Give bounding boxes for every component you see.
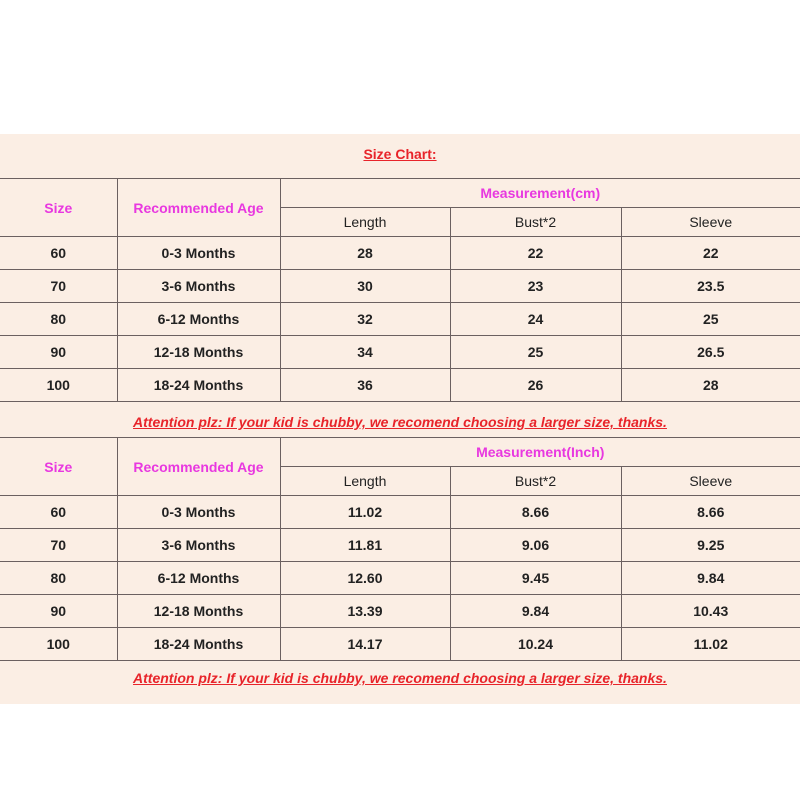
size-chart-sheet	[0, 134, 800, 704]
size-table-inch	[0, 437, 800, 661]
sleeve-cell: 11.02	[621, 628, 800, 661]
bust-header: Bust*2	[450, 208, 621, 237]
bust-cell: 9.45	[450, 562, 621, 595]
size-header: Size	[0, 179, 117, 237]
sleeve-cell: 25	[621, 303, 800, 336]
table-row	[0, 369, 800, 402]
sleeve-cell: 9.84	[621, 562, 800, 595]
size-cell: 90	[0, 595, 117, 628]
size-cell: 80	[0, 562, 117, 595]
size-cell: 80	[0, 303, 117, 336]
age-cell: 6-12 Months	[117, 303, 280, 336]
age-cell: 6-12 Months	[117, 562, 280, 595]
age-cell: 3-6 Months	[117, 270, 280, 303]
bust-cell: 25	[450, 336, 621, 369]
length-cell: 12.60	[280, 562, 450, 595]
table-row	[0, 336, 800, 369]
sleeve-cell: 28	[621, 369, 800, 402]
page-title: Size Chart:	[363, 146, 437, 162]
bust-cell: 22	[450, 237, 621, 270]
length-cell: 34	[280, 336, 450, 369]
sleeve-cell: 9.25	[621, 529, 800, 562]
table-row	[0, 595, 800, 628]
length-cell: 13.39	[280, 595, 450, 628]
bust-cell: 23	[450, 270, 621, 303]
size-header: Size	[0, 438, 117, 496]
bust-cell: 24	[450, 303, 621, 336]
size-cell: 60	[0, 237, 117, 270]
attention-note-inch: Attention plz: If your kid is chubby, we recomend choosing a larger size, thanks.	[133, 670, 667, 686]
bust-cell: 8.66	[450, 496, 621, 529]
age-header: Recommended Age	[117, 438, 280, 496]
bust-cell: 9.84	[450, 595, 621, 628]
bust-cell: 26	[450, 369, 621, 402]
attention-note-cm: Attention plz: If your kid is chubby, we recomend choosing a larger size, thanks.	[133, 414, 667, 430]
sleeve-header: Sleeve	[621, 208, 800, 237]
length-cell: 11.02	[280, 496, 450, 529]
bust-cell: 10.24	[450, 628, 621, 661]
table-row	[0, 303, 800, 336]
sleeve-header: Sleeve	[621, 467, 800, 496]
age-cell: 12-18 Months	[117, 336, 280, 369]
size-cell: 70	[0, 529, 117, 562]
measurement-header: Measurement(Inch)	[280, 438, 800, 467]
size-cell: 60	[0, 496, 117, 529]
age-cell: 0-3 Months	[117, 496, 280, 529]
table-row	[0, 270, 800, 303]
age-cell: 12-18 Months	[117, 595, 280, 628]
table-row	[0, 562, 800, 595]
length-cell: 36	[280, 369, 450, 402]
age-cell: 0-3 Months	[117, 237, 280, 270]
length-header: Length	[280, 467, 450, 496]
length-cell: 11.81	[280, 529, 450, 562]
table-row	[0, 237, 800, 270]
table-row	[0, 628, 800, 661]
size-cell: 90	[0, 336, 117, 369]
measurement-header: Measurement(cm)	[280, 179, 800, 208]
bust-header: Bust*2	[450, 467, 621, 496]
age-header: Recommended Age	[117, 179, 280, 237]
sleeve-cell: 26.5	[621, 336, 800, 369]
table-row	[0, 529, 800, 562]
size-cell: 100	[0, 628, 117, 661]
length-header: Length	[280, 208, 450, 237]
age-cell: 18-24 Months	[117, 628, 280, 661]
sleeve-cell: 23.5	[621, 270, 800, 303]
size-cell: 100	[0, 369, 117, 402]
length-cell: 30	[280, 270, 450, 303]
length-cell: 28	[280, 237, 450, 270]
length-cell: 14.17	[280, 628, 450, 661]
bust-cell: 9.06	[450, 529, 621, 562]
size-cell: 70	[0, 270, 117, 303]
size-table-cm	[0, 178, 800, 402]
length-cell: 32	[280, 303, 450, 336]
sleeve-cell: 22	[621, 237, 800, 270]
sleeve-cell: 10.43	[621, 595, 800, 628]
sleeve-cell: 8.66	[621, 496, 800, 529]
age-cell: 3-6 Months	[117, 529, 280, 562]
age-cell: 18-24 Months	[117, 369, 280, 402]
table-row	[0, 496, 800, 529]
